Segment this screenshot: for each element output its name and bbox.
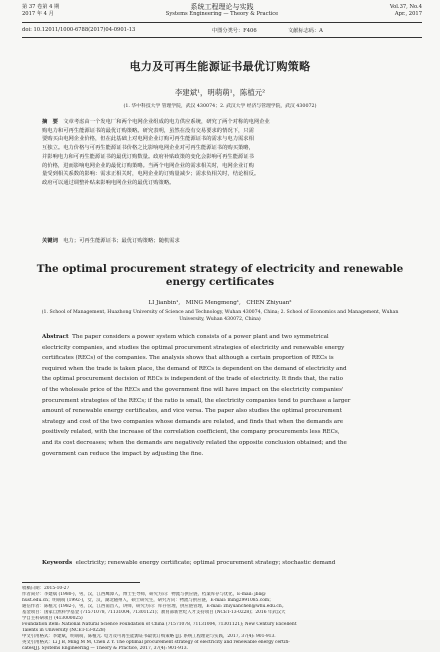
abstract-cn-line: 政府可以通过调整补贴来影响电网企业的最优订购策略。 bbox=[42, 179, 175, 186]
abstract-en-line: and its cost decreases; when the demands are negatively related the opposite conclusion obtained; and the bbox=[42, 439, 347, 446]
footnote-line: 学自主科研项目 (413000025) bbox=[22, 616, 83, 622]
abstract-cn-label: 摘 要 bbox=[42, 119, 58, 125]
abstract-en-line: certificates (RECs) of the companies. The analysis shows that although a certain proportion of RECs is bbox=[42, 355, 334, 362]
abstract-cn-line: 的价格，进而影响电网企业的最优订购策略。当两个电网企业的需求相关时，电网企业订购 bbox=[42, 162, 254, 169]
header-journal-en: Systems Engineering — Theory & Practice bbox=[165, 11, 279, 18]
abstract-cn-line: 量受到相关系数的影响：需求正相关时，电网企业的订购量减少；需求负相关时，结论相反。 bbox=[42, 171, 260, 178]
keywords-cn bbox=[42, 236, 398, 244]
abstract-cn-line: 要购买由电网企业价格，但在此基础上对电网企业订购可再生能源证书的需求与电力需求相 bbox=[42, 136, 254, 143]
abstract-en-line: procurement strategies of the RECs; if the ratio is small, the electricity companies tend to purchase a larger bbox=[42, 397, 351, 404]
abstract-en-line: required when the trade is taken place, the demand of RECs is dependent on the demand of electricity and bbox=[42, 365, 347, 372]
abstract-en bbox=[42, 332, 398, 459]
abstract-en-line: government can reduce the impact by adjusting the fine. bbox=[42, 450, 204, 457]
abstract-cn bbox=[42, 118, 398, 188]
affiliation-cn: (1. 华中科技大学 管理学院，武汉 430074；2. 武汉大学 经济与管理学院，武汉 430072) bbox=[123, 104, 317, 109]
abstract-en-line: positively related, with the increase of the correlation coefficient, the company procurements less RECs, bbox=[42, 429, 340, 436]
doi-text: doi: 10.12011/1000-6788(2017)04-0901-13 bbox=[22, 27, 136, 33]
abstract-cn-line: 并影响电力和可再生能源证书的最优订购数量。政府补贴政策的变化会影响可再生能源证书 bbox=[42, 153, 254, 160]
footnote-line: 收稿日期：2015-10-27 bbox=[22, 586, 70, 591]
footnote-line: 作者简介：李建斌 (1980-)，男，汉，江西鹰潭人，博士生导师，研究方向：物流与供应链，档案库存与优化，E-mail: jbli@ bbox=[22, 592, 266, 598]
footnote-line: Talents in University (NCET-13-0228) bbox=[22, 628, 106, 634]
keywords-en-text: electricity; renewable energy certificate; optimal procurement strategy; stochastic demand bbox=[75, 560, 336, 566]
authors-cn: 李建斌¹，明萌萌¹，陈植元² bbox=[174, 88, 266, 97]
header-center bbox=[22, 4, 422, 19]
header-journal-cn: 系统工程理论与实践 bbox=[190, 3, 254, 11]
title-cn: 电力及可再生能源证书最优订购策略 bbox=[129, 60, 311, 73]
header-right bbox=[390, 4, 422, 19]
footnotes bbox=[22, 586, 422, 623]
footnote-rule bbox=[22, 582, 140, 583]
meta-rule bbox=[22, 37, 422, 38]
abstract-en-line: of the wholesale price of the RECs and the government fine will have impact on the electricity companies' bbox=[42, 386, 344, 393]
document-code: 文献标志码：A bbox=[288, 28, 323, 34]
header-rule bbox=[22, 22, 422, 23]
abstract-en-line: The paper considers a power system which consists of a power plant and two symmetrical bbox=[72, 334, 329, 340]
keywords-cn-text: 电力；可再生能源证书；最优订购策略；随机需求 bbox=[63, 238, 180, 244]
abstract-en-line: the optimal procurement decision of RECs is independent of the trade of electricity. It finds that, the ratio bbox=[42, 376, 343, 383]
footnote-line: 通信作者：陈植元 (1982-)，男，汉，江西南昌人，讲师，研究方向：库存管理，供应链管理，E-mail: zhiyuanchen@whu.edu.cn。 bbox=[22, 604, 287, 610]
abstract-cn-line: 文章考虑由一个发电厂和两个电网企业组成的电力供应系统，研究了两个对称的电网企业 bbox=[63, 119, 270, 125]
footnote-line: hust.edu.cn；明萌萌 (1992-)，女，汉，湖北随州人，硕士研究生，研究方向：物流与供应链，E-mail: ming2991085.com； bbox=[22, 598, 274, 604]
clc-number: 中图分类号：F406 bbox=[212, 28, 257, 34]
title-en: The optimal procurement strategy of electricity and renewable energy certificates bbox=[36, 263, 404, 288]
footnote-line: 基金项目：国家自然科学基金 (71571078, 71131004, 71301121)；教育部新世纪人才支持项目 (NCET-13-0228)；2016 年武汉大 bbox=[22, 610, 286, 616]
footnotes-continued bbox=[22, 622, 422, 652]
header-volume-en: Vol.37, No.4 bbox=[389, 4, 422, 10]
keywords-en bbox=[42, 560, 398, 566]
authors-en: LI Jianbin¹, MING Mengmeng¹, CHEN Zhiyuan² bbox=[148, 300, 292, 306]
abstract-cn-line: 购电力和可再生能源证书的最优订购策略。研究表明，虽然在没有交易要求的情况下，只需 bbox=[42, 127, 254, 134]
footnote-line: cates[J]. Systems Engineering — Theory & Practice, 2017, 37(4): 901-913. bbox=[22, 646, 188, 652]
header-date-en: Apr., 2017 bbox=[394, 11, 422, 18]
affiliation-en: (1. School of Management, Huazhong University of Science and Technology, Wuhan 430074, China; 2. School of Economics and Management, Wuhan University, Wuhan 430072, China) bbox=[41, 310, 399, 322]
footnote-line: 英文引用格式：Li J B, Ming M M, Chen Z Y. The optimal procurement strategy of electricity and renewable energy certifi- bbox=[22, 640, 290, 646]
abstract-en-line: strategy and cost of the two companies whose demands are related, and finds that when the demands are bbox=[42, 418, 344, 425]
abstract-en-label: Abstract bbox=[42, 334, 69, 340]
abstract-en-line: electricity companies, and studies the optimal procurement strategies of electricity and renewable energy bbox=[42, 344, 345, 351]
footnote-line: Foundation item: National Natural Science Foundation of China (71571078, 71131004, 71301121); New Century Excellent bbox=[22, 622, 297, 627]
header-date-cn: 2017 年 4 月 bbox=[22, 11, 54, 18]
abstract-cn-line: 互独立。电力价格与可再生能源证书价格之比影响电网企业对可再生能源证书的购买策略， bbox=[42, 145, 254, 152]
keywords-en-label: Keywords bbox=[42, 560, 73, 566]
footnote-line: 中文引用格式：李建斌，明萌萌，陈植元. 电力及可再生能源证书最优订购策略 [J]. 系统工程理论与实践，2017, 37(4): 901-913. bbox=[22, 634, 276, 640]
abstract-en-line: amount of renewable energy certificates, and vice versa. The paper also studies the optimal procurement bbox=[42, 408, 342, 415]
header-volume-cn: 第 37 卷第 4 期 bbox=[22, 4, 60, 10]
keywords-cn-label: 关键词 bbox=[42, 238, 58, 244]
